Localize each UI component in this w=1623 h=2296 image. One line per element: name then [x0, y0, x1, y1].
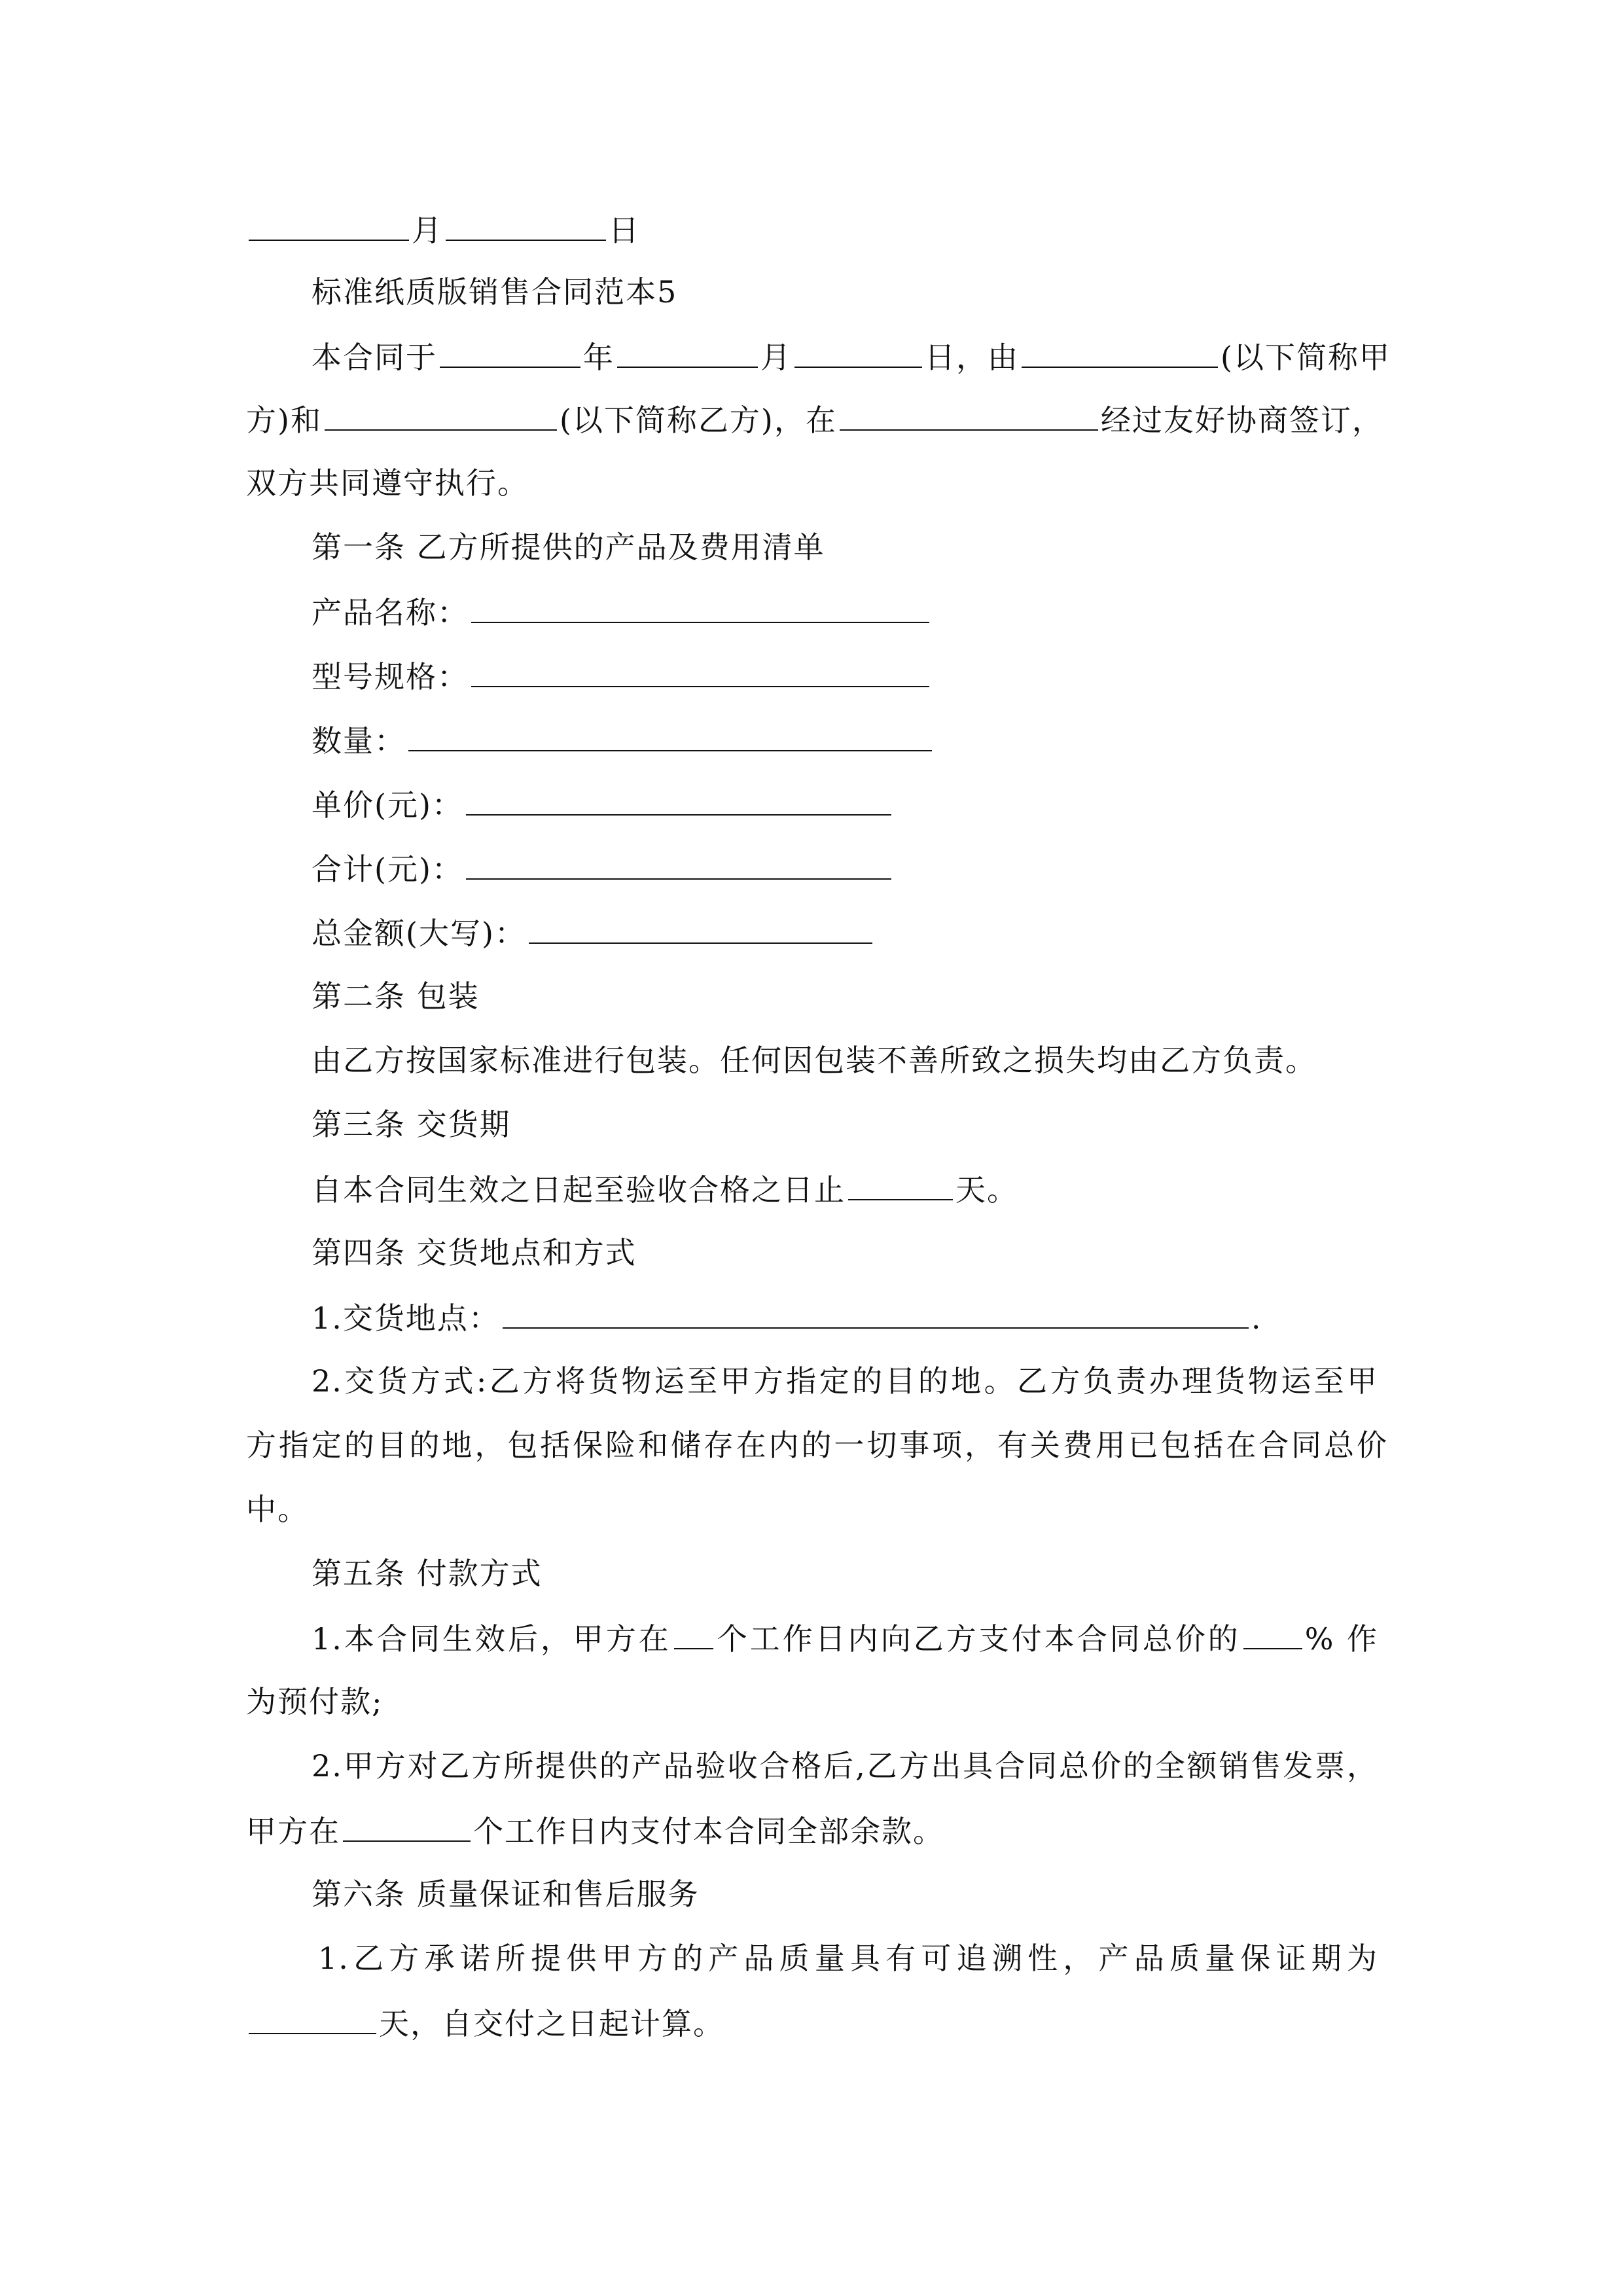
total-amount-line: 总金额(大写)：	[312, 912, 1463, 953]
intro-line-2: 方)和 (以下简称乙方)，在 经过友好协商签订，	[246, 399, 1398, 440]
article-2-title: 第二条 包装	[312, 978, 480, 1014]
article-1-title: 第一条 乙方所提供的产品及费用清单	[312, 529, 825, 565]
model-spec-field	[471, 656, 929, 687]
blank-field	[1243, 1618, 1302, 1649]
model-spec-line: 型号规格：	[312, 656, 1463, 696]
intro-line-3: 双方共同遵守执行。	[246, 465, 529, 501]
unit-price-line: 单价(元)：	[312, 784, 1463, 825]
article-2-text: 由乙方按国家标准进行包装。任何因包装不善所致之损失均由乙方负责。	[312, 1043, 1317, 1078]
payment-line-4: 甲方在 个工作日内支付本合同全部余款。	[246, 1810, 1398, 1851]
payment-line-1: 1.本合同生效后，甲方在 个工作日内向乙方支付本合同总价的 % 作	[312, 1618, 1378, 1659]
blank-field	[1022, 336, 1218, 368]
delivery-method-line-1: 2.交货方式:乙方将货物运至甲方指定的目的地。乙方负责办理货物运至甲	[312, 1363, 1378, 1399]
delivery-place-field	[503, 1297, 1249, 1329]
article-3-text: 自本合同生效之日起至验收合格之日止 天。	[312, 1169, 1463, 1210]
blank-field	[617, 336, 758, 368]
warranty-days-field	[249, 2003, 376, 2034]
warranty-line-2: 天，自交付之日起计算。	[246, 2003, 1398, 2043]
payment-line-3: 2.甲方对乙方所提供的产品验收合格后,乙方出具合同总价的全额销售发票，	[312, 1748, 1378, 1784]
article-3-title: 第三条 交货期	[312, 1107, 511, 1142]
delivery-method-line-3: 中。	[246, 1492, 309, 1527]
blank-field	[343, 1810, 471, 1842]
product-name-line: 产品名称：	[312, 592, 1463, 632]
blank-field	[440, 336, 580, 368]
delivery-place-line: 1.交货地点： .	[312, 1297, 1463, 1338]
delivery-method-line-2: 方指定的目的地，包括保险和储存在内的一切事项，有关费用已包括在合同总价	[246, 1427, 1388, 1463]
payment-line-2: 为预付款;	[246, 1684, 383, 1719]
blank-field	[794, 336, 922, 368]
article-5-title: 第五条 付款方式	[312, 1556, 543, 1591]
unit-price-field	[466, 784, 891, 816]
total-line: 合计(元)：	[312, 848, 1463, 889]
blank-field	[249, 209, 409, 241]
blank-field	[325, 399, 557, 431]
article-4-title: 第四条 交货地点和方式	[312, 1235, 637, 1270]
intro-line-1: 本合同于 年 月 日，由 (以下简称甲	[312, 336, 1378, 377]
document-title: 标准纸质版销售合同范本5	[312, 274, 678, 310]
delivery-days-field	[848, 1169, 953, 1200]
blank-field	[674, 1618, 713, 1649]
article-6-title: 第六条 质量保证和售后服务	[312, 1876, 700, 1912]
blank-field	[446, 209, 606, 241]
total-amount-field	[529, 912, 872, 944]
quantity-line: 数量：	[312, 720, 1463, 761]
total-field	[466, 848, 891, 880]
product-name-field	[471, 592, 929, 623]
date-line: 月 日	[246, 209, 1398, 250]
blank-field	[840, 399, 1098, 431]
warranty-line-1: 1.乙方承诺所提供甲方的产品质量具有可追溯性，产品质量保证期为	[318, 1941, 1378, 1976]
quantity-field	[408, 720, 932, 751]
